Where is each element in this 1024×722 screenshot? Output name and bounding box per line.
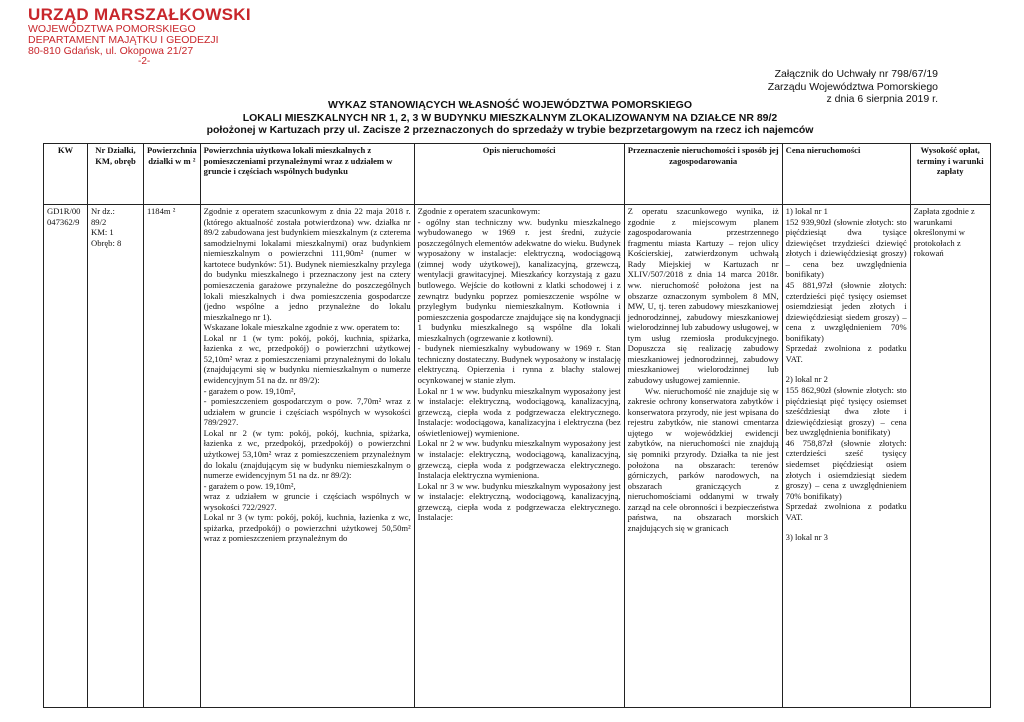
- uzytkowa-paragraph: Lokal nr 2 (w tym: pokój, pokój, kuchnia, spiżarka, łazienka z wc, przedpokój, przedpokój) o powierzchni użytkowej 53,10m² wraz z pomieszczeniem przynależnym do lokalu (znajdującym się w budynku niemieszkalnym o numerze ewidencyjnym 51 na dz. nr 89/2):: [203, 427, 411, 481]
- header-uzytkowa: Powierzchnia użytkowa lokali mieszkalnych z pomieszczeniami przynależnymi wraz z udziałem w gruncie i częściach wspólnych budynku: [200, 144, 414, 205]
- stamp-line-2: WOJEWÓDZTWA POMORSKIEGO: [28, 22, 196, 35]
- uzytkowa-paragraph: Zgodnie z operatem szacunkowym z dnia 22 maja 2018 r. (którego aktualność została potwierdzona) ww. działka nr 89/2 zabudowana jest budynkiem mieszkalnym (z czterema samodzielnymi lokalami mieszkalnymi) oraz budynkiem niemieszkalnym o powierzchni 111,90m² (numer w kartotece budynków: 51). Budynek niemieszkalny przylega do budynku mieszkalnego i przeznaczony jest na cztery pomieszczenia garażowe przynależne do poszczególnych lokali mieszkalnych i dwa pomieszczenia gospodarcze (jedno wspólne a jedno przynależne do lokalu mieszkalnego nr 1).: [203, 206, 411, 322]
- header-dzialki: Nr Działki, KM, obręb: [88, 144, 144, 205]
- uzytkowa-paragraph: - garażem o pow. 19,10m²,: [203, 480, 296, 491]
- przeznaczenie-paragraph: Z operatu szacunkowego wynika, iż zgodnie z miejscowym planem zagospodarowania przestrzennego fragmentu miasta Kartuzy – rejon ulicy Kościerskiej, zatwierdzonym uchwałą Rady Miejskiej w Kartuzach nr XLIV/507/2018 z dnia 14 marca 2018r. ww. nieruchomość położona jest na obszarze oznaczonym symbolem 8 MN, MW, U, tj. teren zabudowy mieszkaniowej jednorodzinnej, zabudowy mieszkaniowej wielorodzinnej lub zabudowy usługowej, w tym usług rzemiosła produkcyjnego. Dopuszcza się realizację zabudowy mieszkaniowej jednorodzinnej, zabudowy mieszkaniowej wielorodzinnej lub zabudowy usługowej zamiennie.: [627, 206, 779, 385]
- dzialki-line: 89/2: [91, 216, 107, 227]
- cena-line: 1) lokal nr 1: [785, 206, 828, 216]
- dzialki-line: KM: 1: [91, 227, 114, 238]
- opis-paragraph: Lokal nr 2 w ww. budynku mieszkalnym wyposażony jest w instalacje: elektryczną, wodociągową, kanalizacyjną, grzewczą, ciepła woda z podgrzewacza elektrycznego. Instalacja elektryczna wymieniona.: [417, 438, 621, 481]
- cell-kw: [44, 205, 88, 708]
- cell-uzytkowa: [200, 205, 414, 708]
- uzytkowa-paragraph: Lokal nr 1 (w tym: pokój, pokój, kuchnia, spiżarka, łazienka z wc, przedpokój) o powierzchni użytkowej 52,10m² wraz z pomieszczeniami przynależnymi do lokalu (znajdującymi się w budynku niemieszkalnym o numerze ewidencyjnym 51 na dz. nr 89/2):: [203, 332, 411, 385]
- title-line-2: LOKALI MIESZKALNYCH NR 1, 2, 3 W BUDYNKU MIESZKALNYM ZLOKALIZOWANYM NA DZIAŁCE NR 89/2: [242, 111, 778, 124]
- stamp-line-4: 80-810 Gdańsk, ul. Okopowa 21/27: [28, 44, 194, 57]
- cell-cena: [782, 205, 910, 708]
- uzytkowa-paragraph: wraz z udziałem w gruncie i częściach wspólnych w wysokości 722/2927.: [203, 491, 411, 512]
- cell-oplaty: [910, 205, 990, 708]
- opis-paragraph: Lokal nr 3 w ww. budynku mieszkalnym wyposażony jest w instalacje: elektryczną, wodociągową, kanalizacyjną, grzewczą, ciepła woda z podgrzewacza elektrycznego. Instalacje:: [417, 480, 621, 523]
- cell-przeznaczenie: [624, 205, 782, 708]
- dzialki-line: Obręb: 8: [91, 237, 122, 248]
- annex-line-1: Załącznik do Uchwały nr 798/67/19: [774, 68, 938, 80]
- cena-line: 45 881,97zł (słownie złotych: czterdzieści pięć tysięcy osiemset osiemdziesiąt jeden złotych i dziewięćdziesiąt siedem groszy) – cena z uwzględnieniem 70% bonifikaty): [785, 279, 907, 343]
- opis-paragraph: - budynek niemieszkalny wybudowany w 1969 r. Stan techniczny dostateczny. Budynek wyposażony w instalację elektryczną. Opierzenia i rynna z blachy stalowej ocynkowanej w stanie złym.: [417, 343, 621, 385]
- annex-line-2: Zarządu Województwa Pomorskiego: [767, 80, 938, 93]
- title-line-3: położonej w Kartuzach przy ul. Zacisze 2 przeznaczonych do sprzedaży w trybie bezprzetargowym na rzecz ich najemców: [206, 124, 814, 137]
- kw-number: GD1R/00047362/9: [47, 206, 81, 227]
- header-oplaty: Wysokość opłat, terminy i warunki zapłaty: [910, 144, 990, 205]
- opis-paragraph: Lokal nr 1 w ww. budynku mieszkalnym wyposażony jest w instalacje: elektryczną, wodociągową, kanalizacyjną, grzewczą, ciepła woda z podgrzewacza elektrycznego. Instalacje: wodociągowa, kanalizacyjna i elektryczna (bez oświetleniowej) wymienione.: [417, 385, 621, 438]
- oplaty-text: Zapłata zgodnie z warunkami określonymi w protokołach z rokowań: [913, 206, 975, 259]
- cena-line: 46 758,87zł (słownie złotych: czterdzieści sześć tysięcy siedemset pięćdziesiąt osiem złotych i osiemdziesiąt siedem groszy) – cena z uwzględnieniem 70% bonifikaty): [785, 437, 907, 501]
- cell-dzialki: [88, 205, 144, 708]
- uzytkowa-paragraph: - pomieszczeniem gospodarczym o pow. 7,70m² wraz z udziałem w gruncie i częściach wspólnych w wysokości 789/2927.: [203, 396, 411, 428]
- cena-line: 2) lokal nr 2: [785, 374, 828, 385]
- property-table: [43, 143, 991, 708]
- przeznaczenie-paragraph: Ww. nieruchomość nie znajduje się w zakresie ochrony konserwatora zabytków i konserwatora przyrody, nie jest wpisana do rejestru zabytków, nie stanowi cmentarza ujętego w wojewódzkiej ewidencji zabytków, na nieruchomości nie znajdują się pomniki przyrody. Działka ta nie jest położona na obszarach: terenów górniczych, parków narodowych, na obszarach graniczących z nieruchomościami oddanymi w trwały zarząd na cele obronności i bezpieczeństwa państwa, na obszarach morskich znajdujących się w granicach: [627, 385, 779, 533]
- uzytkowa-paragraph: Wskazane lokale mieszkalne zgodnie z ww. operatem to:: [203, 322, 400, 333]
- cena-line: Sprzedaż zwolniona z podatku VAT.: [785, 343, 907, 364]
- header-kw: KW: [44, 144, 88, 205]
- cena-line: 155 862,90zł (słownie złotych: sto pięćdziesiąt pięć tysięcy osiemset sześćdziesiąt dwa złote i dziewięćdziesiąt groszy) – cena bez uwzględnienia bonifikaty): [785, 385, 907, 438]
- stamp-line-1: URZĄD MARSZAŁKOWSKI: [28, 5, 251, 24]
- stamp-line-3: DEPARTAMENT MAJĄTKU I GEODEZJI: [28, 33, 219, 46]
- header-powierzchnia: Powierzchnia działki w m ²: [144, 144, 201, 205]
- cell-powierzchnia: [144, 205, 201, 708]
- opis-paragraph: Zgodnie z operatem szacunkowym:: [417, 206, 541, 216]
- cell-opis: [414, 205, 624, 708]
- office-stamp: [28, 6, 251, 67]
- cena-line: Sprzedaż zwolniona z podatku VAT.: [785, 501, 907, 522]
- header-opis: Opis nieruchomości: [414, 144, 624, 205]
- table-header-row: [44, 144, 991, 205]
- uzytkowa-paragraph: Lokal nr 3 (w tym: pokój, pokój, kuchnia, łazienka z wc, spiżarka, przedpokój) o powierzchni użytkowej 50,50m² wraz z pomieszczeniem przynależnym do: [203, 512, 411, 544]
- table-row: [44, 205, 991, 708]
- uzytkowa-paragraph: - garażem o pow. 19,10m²,: [203, 385, 296, 396]
- header-cena: Cena nieruchomości: [782, 144, 910, 205]
- area-value: 1184m ²: [147, 206, 176, 216]
- header-przeznaczenie: Przeznaczenie nieruchomości i sposób jej zagospodarowania: [624, 144, 782, 205]
- opis-paragraph: - ogólny stan techniczny ww. budynku mieszkalnego wybudowanego w 1969 r. jest średni, zużycie poszczególnych elementów adekwatne do wieku. Budynek wyposażony w instalacje: elektryczną, wodociągową (zimnej wody użytkowej), kanalizacyjną, grzewczą, wentylacji grawitacyjnej. Mieszkańcy korzystają z gazu butlowego. Wejście do kotłowni z klatki schodowej i z zewnątrz budynku poprzez pomieszczenie wspólne w przyległym budynku niemieszkalnym. Kotłownia i pomieszczenia gospodarcze znajdujące się na kondygnacji 1 budynku mieszkalnego są wspólne dla lokali mieszkalnych (ogrzewanie z kotłowni).: [417, 216, 621, 343]
- title-line-1: WYKAZ STANOWIĄCYCH WŁASNOŚĆ WOJEWÓDZTWA POMORSKIEGO: [328, 99, 692, 111]
- dzialki-line: Nr dz.:: [91, 206, 115, 216]
- annex-line-3: z dnia 6 sierpnia 2019 r.: [826, 93, 938, 106]
- cena-line: 152 939,90zł (słownie złotych: sto pięćdziesiąt dwa tysiące dziewięćset trzydzieści dziewięć złotych i dziewięćdziesiąt groszy) – cena bez uwzględnienia bonifikaty): [785, 216, 907, 280]
- page-number: -2-: [138, 55, 151, 67]
- document-title: [160, 99, 860, 137]
- cena-line: 3) lokal nr 3: [785, 532, 828, 543]
